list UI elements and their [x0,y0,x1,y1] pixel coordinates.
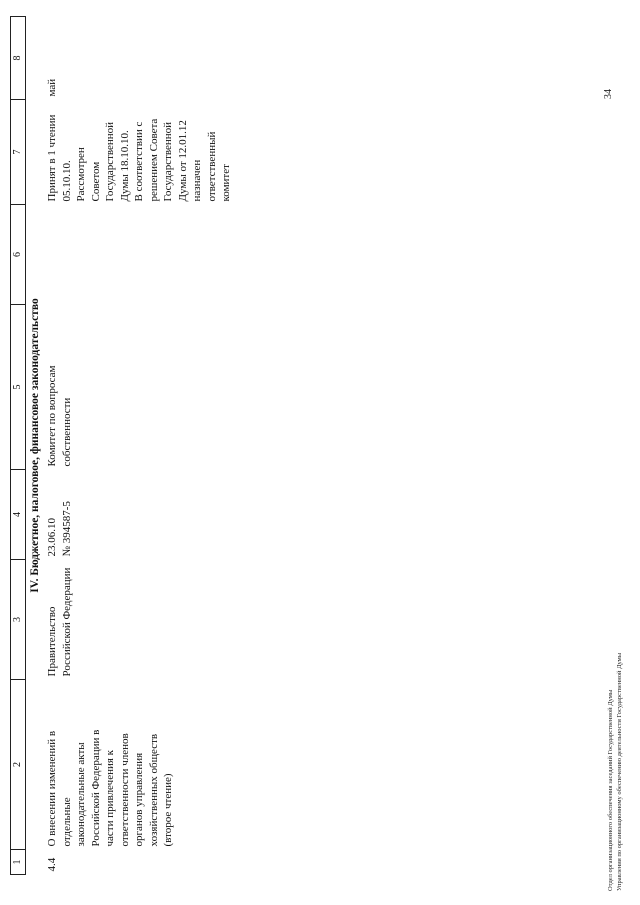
committee-line: собственности [60,397,73,467]
column-number: 3 [11,560,26,680]
status-line: Думы от 12.01.12 [176,120,189,202]
bill-title-line: отдельные [60,797,73,847]
bill-title-line: законодательные акты [75,742,87,847]
status-cell [44,100,234,205]
registration-cell [44,470,234,560]
status-line: Думы 18.10.10. [118,130,131,202]
section-title-row [26,17,45,875]
page-number: 34 [603,89,614,99]
bill-title-line: Российской Федерации в [89,729,102,847]
initiator-cell [44,560,234,680]
page-footer [606,653,624,891]
bill-title-cell [44,680,234,850]
column-6-cell [44,205,234,305]
registration-number: № 394587-5 [60,501,73,557]
column-number: 7 [11,100,26,205]
committee-cell [44,305,234,470]
column-number: 5 [11,305,26,470]
footer-line: Управления по организационному обеспечению деятельности Государственной Думы [616,652,623,891]
initiator-line: Российской Федерации [60,567,73,677]
registration-date: 23.06.10 [46,518,58,557]
column-number: 6 [11,205,26,305]
column-number: 2 [11,680,26,850]
status-line: 05.10.10. [60,160,73,202]
status-line: комитет [220,164,232,202]
column-number: 4 [11,470,26,560]
status-line: Государственной [162,121,174,202]
column-number-row [11,17,26,875]
status-line: назначен [191,159,203,202]
bill-title-line: О внесении изменений в [46,730,58,847]
initiator-line: Правительство [46,606,58,677]
row-number: 4.4 [46,857,58,872]
bill-title-line: (второе чтение) [162,773,174,847]
bill-title-line: органов управления [133,752,145,847]
status-line: В соответствии с [133,121,145,202]
bill-title-line: хозяйственных обществ [147,733,160,847]
bill-title-line: части привлечения к [104,749,116,847]
bill-title-line: ответственности членов [118,733,131,847]
table-row [44,17,234,875]
committee-line: Комитет по вопросам [46,365,58,467]
status-line: Рассмотрен [75,147,87,202]
section-title: IV. Бюджетное, налоговое, финансовое законодательство [29,298,41,593]
status-line: Принят в 1 чтении [46,114,58,202]
month-cell: май [46,78,58,97]
status-line: решением Совета [147,118,160,202]
column-number: 8 [11,17,26,100]
status-line: ответственный [205,131,218,202]
footer-line: Отдел организационного обеспечения заседаний Государственной Думы [607,689,614,891]
status-line: Советом [89,161,102,202]
column-number: 1 [11,850,26,875]
status-line: Государственной [104,121,116,202]
bill-table [10,16,234,875]
